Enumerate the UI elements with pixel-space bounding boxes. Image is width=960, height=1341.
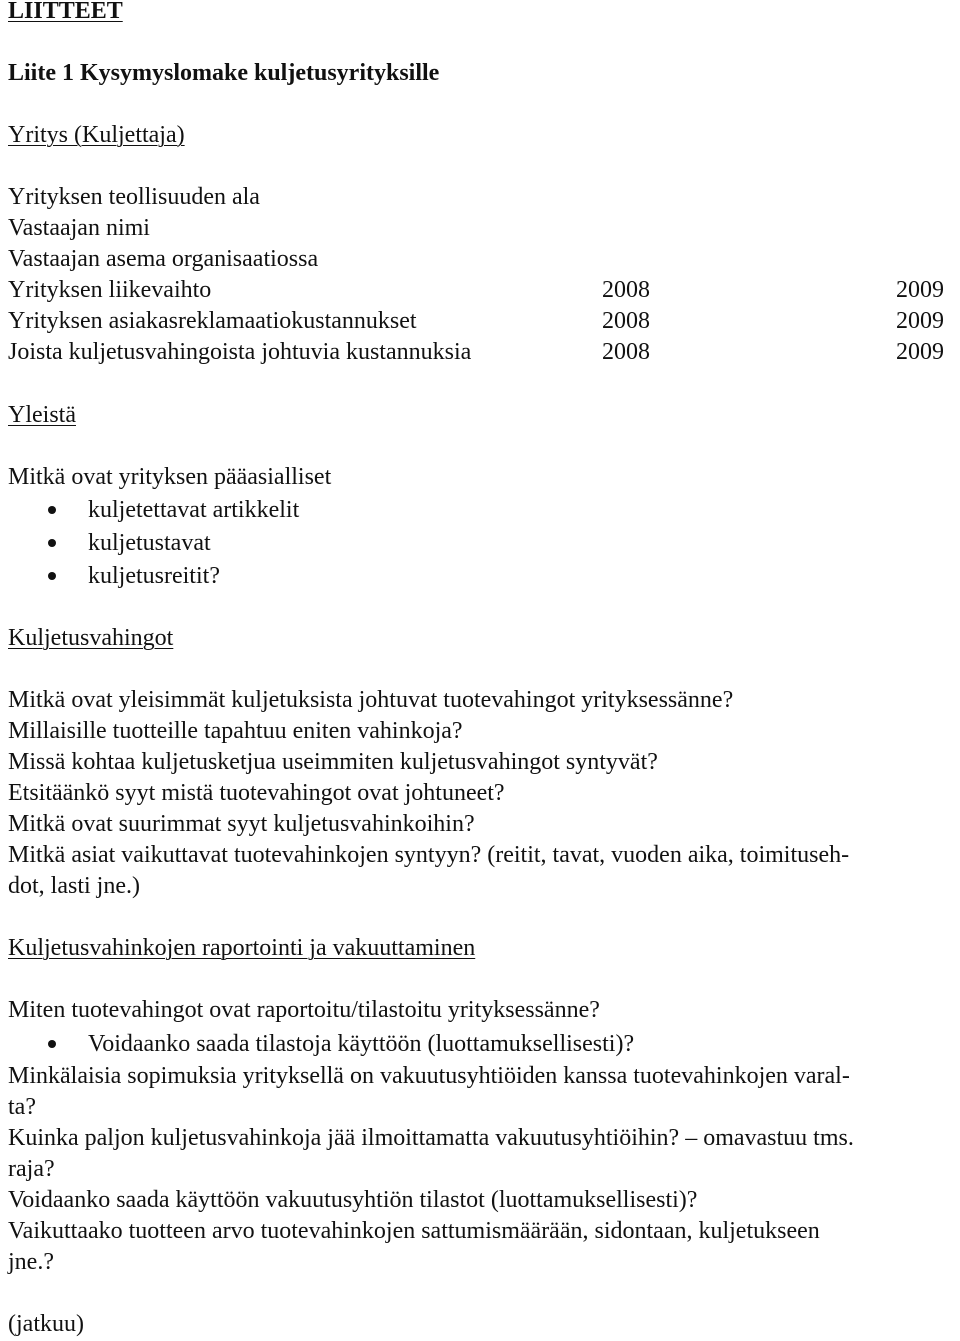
damage-question: Millaisille tuotteille tapahtuu eniten vahinkoja? [8,718,463,744]
year-2009: 2009 [896,277,944,303]
bullet-item [88,1030,634,1058]
damage-question: Mitkä ovat yleisimmät kuljetuksista johtuvat tuotevahingot yrityksessänne? [8,687,734,713]
reporting-question: Voidaanko saada käyttöön vakuutusyhtiön tilastot (luottamuksellisesti)? [8,1187,698,1213]
continued-note: (jatkuu) [8,1311,84,1337]
appendix-title: Liite 1 Kysymyslomake kuljetusyrityksille [8,60,440,86]
company-field-label: Yrityksen liikevaihto [8,277,212,303]
reporting-question: ta? [8,1094,36,1120]
year-2008: 2008 [602,277,650,303]
bullet-dot-icon [48,506,56,514]
company-field: Yrityksen teollisuuden ala [8,184,260,210]
reporting-question: Kuinka paljon kuljetusvahinkoja jää ilmoittamatta vakuutusyhtiöihin? – omavastuu tms. [8,1125,854,1151]
section-company-title: Yritys (Kuljettaja) [8,122,185,148]
damage-question: Etsitäänkö syyt mistä tuotevahingot ovat johtuneet? [8,780,505,806]
bullet-item [88,529,211,557]
bullet-item [88,562,220,590]
year-2008: 2008 [602,308,650,334]
page-heading: LIITTEET [8,0,123,24]
company-field-label: Yrityksen asiakasreklamaatiokustannukset [8,308,417,334]
bullet-text: Voidaanko saada tilastoja käyttöön (luottamuksellisesti)? [88,1031,635,1057]
section-reporting-title: Kuljetusvahinkojen raportointi ja vakuuttaminen [8,935,476,961]
bullet-text: kuljetusreitit? [88,563,220,589]
damage-question: Missä kohtaa kuljetusketjua useimmiten kuljetusvahingot syntyvät? [8,749,658,775]
bullet-dot-icon [48,1040,56,1048]
damage-question: Mitkä asiat vaikuttavat tuotevahinkojen syntyyn? (reitit, tavat, vuoden aika, toimituseh- [8,842,850,868]
year-2009: 2009 [896,339,944,365]
reporting-question: raja? [8,1156,55,1182]
year-2009: 2009 [896,308,944,334]
bullet-dot-icon [48,539,56,547]
bullet-dot-icon [48,572,56,580]
company-field-row [8,307,952,335]
company-field-row [8,276,952,304]
company-field: Vastaajan asema organisaatiossa [8,246,319,272]
bullet-text: kuljetustavat [88,530,211,556]
bullet-text: kuljetettavat artikkelit [88,497,300,523]
reporting-question: Vaikuttaako tuotteen arvo tuotevahinkojen sattumismäärään, sidontaan, kuljetukseen [8,1218,820,1244]
reporting-question: Minkälaisia sopimuksia yrityksellä on vakuutusyhtiöiden kanssa tuotevahinkojen varal- [8,1063,850,1089]
company-field-label: Joista kuljetusvahingoista johtuvia kustannuksia [8,339,472,365]
reporting-question: jne.? [8,1249,54,1275]
company-field: Vastaajan nimi [8,215,150,241]
damage-question: Mitkä ovat suurimmat syyt kuljetusvahinkoihin? [8,811,475,837]
section-general-title: Yleistä [8,402,76,428]
company-field-row [8,338,952,366]
bullet-item [88,496,299,524]
general-question: Mitkä ovat yrityksen pääasialliset [8,464,332,490]
damage-question: dot, lasti jne.) [8,873,140,899]
year-2008: 2008 [602,339,650,365]
reporting-question: Miten tuotevahingot ovat raportoitu/tilastoitu yrityksessänne? [8,997,600,1023]
section-damages-title: Kuljetusvahingot [8,625,174,651]
